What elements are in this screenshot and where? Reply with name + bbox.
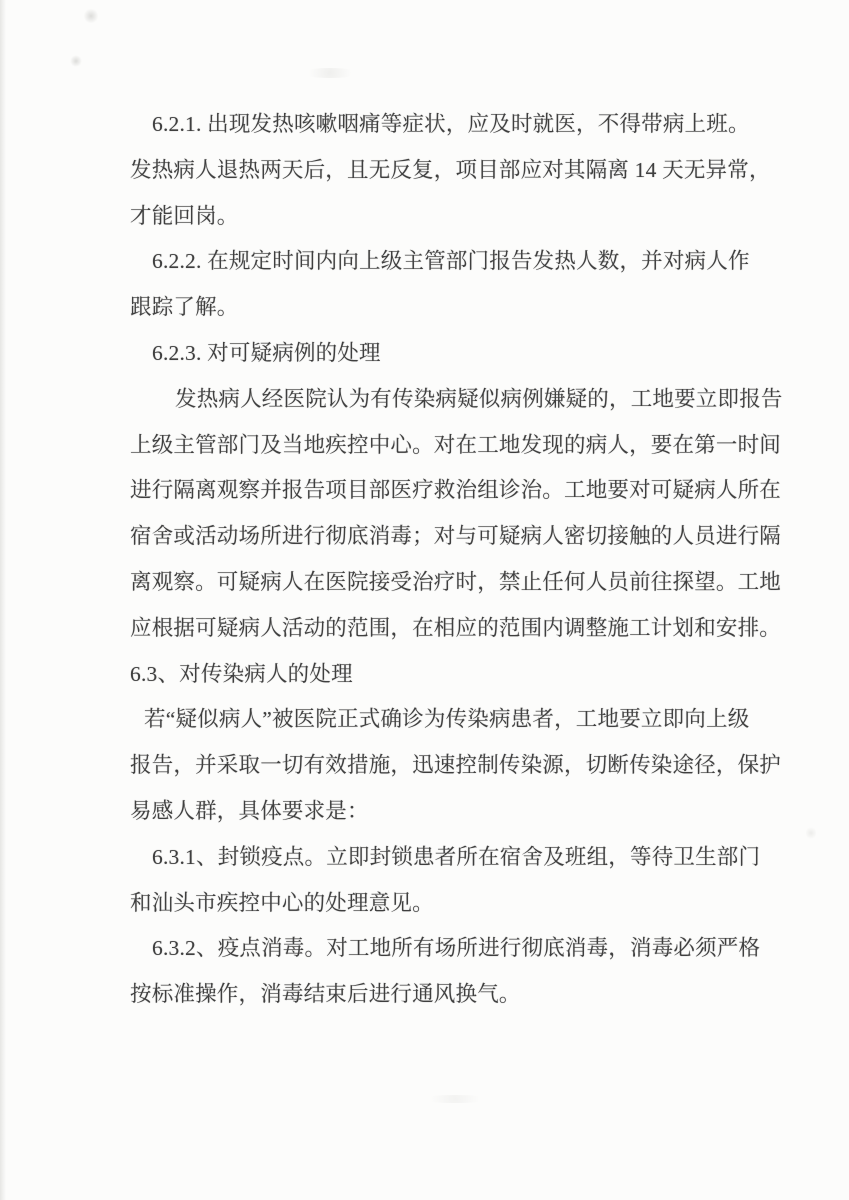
document-line: 跟踪了解。 — [130, 295, 239, 320]
document-line: 按标准操作，消毒结束后进行通风换气。 — [130, 982, 521, 1007]
document-line-clause-6-2-1: 6.2.1. 出现发热咳嗽咽痛等症状，应及时就医，不得带病上班。 — [152, 112, 750, 136]
document-line: 和汕头市疾控中心的处理意见。 — [130, 890, 434, 915]
scan-speck — [300, 68, 360, 78]
document-line: 应根据可疑病人活动的范围，在相应的范围内调整施工计划和安排。 — [130, 615, 782, 640]
document-line: 进行隔离观察并报告项目部医疗救治组诊治。工地要对可疑病人所在 — [130, 478, 782, 503]
document-line-clause-6-2-2: 6.2.2. 在规定时间内向上级主管部门报告发热人数，并对病人作 — [152, 249, 750, 274]
scan-speck — [70, 55, 82, 67]
document-line-clause-6-2-3: 6.2.3. 对可疑病例的处理 — [152, 340, 381, 365]
scan-speck — [806, 826, 816, 840]
document-line: 报告，并采取一切有效措施，迅速控制传染源，切断传染途径，保护 — [130, 753, 782, 778]
scan-speck — [84, 8, 98, 24]
document-line-heading-6-3: 6.3、对传染病人的处理 — [130, 661, 353, 686]
scan-edge-artifact — [0, 0, 6, 1200]
document-line: 离观察。可疑病人在医院接受治疗时，禁止任何人员前往探望。工地 — [130, 569, 782, 594]
document-text-block — [130, 102, 783, 1018]
document-line: 发热病人退热两天后，且无反复，项目部应对其隔离 14 天无异常， — [130, 157, 771, 182]
document-line: 易感人群，具体要求是： — [130, 798, 369, 823]
document-line: 才能回岗。 — [130, 203, 239, 228]
document-line: 若“疑似病人”被医院正式确诊为传染病患者，工地要立即向上级 — [144, 707, 750, 732]
document-line-clause-6-3-1: 6.3.1、封锁疫点。立即封锁患者所在宿舍及班组，等待卫生部门 — [152, 844, 761, 869]
document-line: 发热病人经医院认为有传染病疑似病例嫌疑的，工地要立即报告 — [175, 386, 783, 411]
scan-speck — [420, 1095, 490, 1103]
document-line: 上级主管部门及当地疾控中心。对在工地发现的病人，要在第一时间 — [130, 432, 782, 457]
document-line: 宿舍或活动场所进行彻底消毒；对与可疑病人密切接触的人员进行隔 — [130, 524, 782, 549]
document-line-clause-6-3-2: 6.3.2、疫点消毒。对工地所有场所进行彻底消毒，消毒必须严格 — [152, 936, 761, 961]
